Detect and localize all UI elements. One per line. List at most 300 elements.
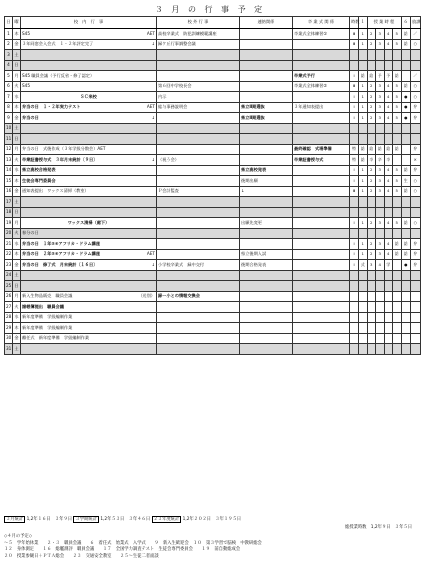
cell-period <box>384 60 393 71</box>
cell-mark <box>411 228 421 239</box>
cell-period: 給 <box>359 144 368 155</box>
cell-period <box>393 155 402 166</box>
cell-period <box>384 123 393 134</box>
header-events: 校 内 行 事 <box>21 17 157 29</box>
cell-period: 1 <box>359 113 368 124</box>
event-note: AET <box>146 251 155 257</box>
cell-period <box>367 281 376 292</box>
event-text: 弁当の日 修了式 月末統計〔１６日〕 <box>22 261 98 267</box>
cell-period: 卒 <box>367 155 376 166</box>
cell-graduation <box>293 239 350 250</box>
cell-day: 26 <box>5 291 13 302</box>
cell-period: 給 <box>367 144 376 155</box>
cell-mark <box>411 344 421 355</box>
cell-day: 21 <box>5 239 13 250</box>
event-text: 卒業証書授与式 ３年月末統計〔９日〕 <box>22 156 98 162</box>
cell-weekday: 木 <box>13 176 21 187</box>
summary-box-term: ３学期統計 <box>75 517 97 522</box>
event-text: ＳＣ来校 <box>80 93 97 99</box>
cell-event <box>21 260 157 271</box>
notes-line: １２ 身体測定 １６ 総艦測評 職員会議 １７ 全国学力調査テスト 生徒会専門委員会 １９ 前自動総成会 <box>4 547 241 553</box>
cell-period: 3 <box>376 81 385 92</box>
cell-period <box>393 197 402 208</box>
cell-period: 3 <box>376 29 385 40</box>
cell-period <box>376 134 385 145</box>
event-note: ↓ <box>151 114 155 120</box>
cell-hokago <box>401 302 411 313</box>
cell-weekday: 月 <box>13 218 21 229</box>
cell-hokago <box>401 291 411 302</box>
cell-hokago <box>401 134 411 145</box>
cell-weekday: 月 <box>13 144 21 155</box>
cell-event <box>21 291 157 302</box>
table-row <box>5 144 421 155</box>
header-period-6: ６ <box>401 17 411 29</box>
cell-school-event: Ｐ会計監査 <box>157 186 240 197</box>
cell-period: 5 <box>393 81 402 92</box>
cell-contact: 後期出願 <box>240 176 293 187</box>
cell-graduation <box>293 291 350 302</box>
header-jikan: 時数 <box>350 17 359 29</box>
summary-box-march: ３月統計 <box>6 517 24 522</box>
cell-contact <box>240 134 293 145</box>
cell-day: 29 <box>5 323 13 334</box>
cell-hokago <box>401 144 411 155</box>
cell-period <box>376 270 385 281</box>
cell-period: 3 <box>376 39 385 50</box>
cell-jikan <box>350 134 359 145</box>
cell-contact <box>240 92 293 103</box>
cell-jikan: Ⅰ <box>350 165 359 176</box>
cell-period: 1 <box>359 102 368 113</box>
cell-weekday: 土 <box>13 50 21 61</box>
cell-weekday: 火 <box>13 302 21 313</box>
cell-day: 17 <box>5 197 13 208</box>
cell-event <box>21 123 157 134</box>
cell-period <box>367 323 376 334</box>
cell-mark <box>411 134 421 145</box>
cell-mark <box>411 60 421 71</box>
cell-period <box>384 344 393 355</box>
cell-mark: 弁 <box>411 239 421 250</box>
schedule-table <box>4 16 421 355</box>
cell-school-event <box>157 197 240 208</box>
table-row <box>5 333 421 344</box>
cell-graduation <box>293 176 350 187</box>
header-school: 校 外 行 事 <box>157 17 240 29</box>
cell-period: 4 <box>384 249 393 260</box>
cell-event <box>21 165 157 176</box>
cell-hokago <box>401 333 411 344</box>
cell-hokago: ● <box>401 102 411 113</box>
cell-hokago: ● <box>401 92 411 103</box>
cell-jikan: Ⅲ <box>350 29 359 40</box>
cell-graduation <box>293 50 350 61</box>
cell-school-event <box>157 60 240 71</box>
table-row <box>5 60 421 71</box>
cell-period <box>384 312 393 323</box>
cell-period <box>359 134 368 145</box>
cell-contact <box>240 239 293 250</box>
cell-hokago <box>401 71 411 82</box>
cell-contact <box>240 333 293 344</box>
cell-graduation <box>293 323 350 334</box>
cell-graduation <box>293 113 350 124</box>
cell-school-event <box>157 123 240 134</box>
cell-period: 1 <box>359 165 368 176</box>
cell-event <box>21 102 157 113</box>
cell-event <box>21 39 157 50</box>
cell-day: 4 <box>5 60 13 71</box>
cell-jikan: Ⅲ <box>350 39 359 50</box>
event-text: S45 <box>22 83 30 89</box>
cell-jikan: Ⅰ <box>350 113 359 124</box>
cell-period: 1 <box>359 176 368 187</box>
cell-period: 給 <box>384 144 393 155</box>
cell-period: 5 <box>393 39 402 50</box>
cell-event <box>21 144 157 155</box>
cell-period <box>393 291 402 302</box>
cell-hokago: 給 <box>401 39 411 50</box>
cell-mark: 弁 <box>411 165 421 176</box>
event-text: ３年同窓会入会式 １・２年評定完了 <box>22 41 94 47</box>
table-row <box>5 302 421 313</box>
cell-period: 3 <box>376 113 385 124</box>
header-period-label: 授 業 時 程 <box>367 17 401 29</box>
cell-jikan: Ⅰ <box>350 102 359 113</box>
cell-period: 2 <box>367 81 376 92</box>
cell-period <box>376 281 385 292</box>
cell-period: 3 <box>376 92 385 103</box>
cell-period: 2 <box>367 239 376 250</box>
cell-weekday: 日 <box>13 60 21 71</box>
cell-day: 1 <box>5 29 13 40</box>
cell-school-event <box>157 218 240 229</box>
cell-hokago: 給 <box>401 186 411 197</box>
cell-period <box>359 281 368 292</box>
cell-hokago <box>401 155 411 166</box>
cell-jikan: Ⅰ <box>350 249 359 260</box>
cell-weekday: 火 <box>13 155 21 166</box>
cell-jikan <box>350 197 359 208</box>
cell-event <box>21 134 157 145</box>
table-row <box>5 186 421 197</box>
cell-contact <box>240 228 293 239</box>
cell-jikan <box>350 50 359 61</box>
cell-contact <box>240 207 293 218</box>
cell-period: 式 <box>359 260 368 271</box>
cell-period: 2 <box>367 39 376 50</box>
cell-period <box>359 302 368 313</box>
cell-period <box>376 228 385 239</box>
header-weekday: 曜 <box>13 17 21 29</box>
cell-period: 給 <box>359 71 368 82</box>
cell-day: 18 <box>5 207 13 218</box>
cell-period: 4 <box>384 218 393 229</box>
cell-graduation: 最終確認 式場準備 <box>293 144 350 155</box>
cell-contact: 県立高校発表 <box>240 165 293 176</box>
event-text: 弁当の日 １年⑤⑥アフリカ・ドラム講座 <box>22 240 101 246</box>
cell-event <box>21 218 157 229</box>
cell-day: 31 <box>5 344 13 355</box>
cell-period: 給 <box>393 144 402 155</box>
cell-school-event: 小学校卒業式 緑中交付 <box>157 260 240 271</box>
cell-hokago: 給 <box>401 218 411 229</box>
cell-graduation <box>293 228 350 239</box>
cell-event <box>21 92 157 103</box>
cell-weekday: 日 <box>13 281 21 292</box>
summary-year-text: 1,2年２０２日 ３年１９５日 <box>182 517 242 522</box>
cell-day: 5 <box>5 71 13 82</box>
cell-period <box>376 312 385 323</box>
cell-hokago <box>401 270 411 281</box>
cell-period: 1 <box>359 92 368 103</box>
cell-mark <box>411 333 421 344</box>
cell-period <box>384 134 393 145</box>
cell-event <box>21 81 157 92</box>
cell-hokago <box>401 312 411 323</box>
cell-period <box>367 312 376 323</box>
cell-period: 2 <box>367 165 376 176</box>
cell-school-event <box>157 228 240 239</box>
cell-period <box>376 291 385 302</box>
event-text: 離任式 新年度準備 学級編制作業 <box>22 335 90 341</box>
cell-period <box>367 291 376 302</box>
cell-weekday: 日 <box>13 134 21 145</box>
event-text: 新年度準備 学級編制作業 <box>22 314 73 320</box>
cell-jikan: Ⅰ <box>350 239 359 250</box>
cell-period: 3 <box>376 239 385 250</box>
cell-period: 卒 <box>384 155 393 166</box>
cell-hokago <box>401 207 411 218</box>
event-text: 弁当の日 <box>22 114 39 120</box>
cell-period: 1 <box>359 39 368 50</box>
cell-mark <box>411 123 421 134</box>
cell-hokago: 給 <box>401 239 411 250</box>
cell-school-event <box>157 165 240 176</box>
cell-school-event: 内示 <box>157 92 240 103</box>
cell-day: 20 <box>5 228 13 239</box>
cell-mark <box>411 207 421 218</box>
cell-period: 2 <box>367 92 376 103</box>
cell-school-event: 高校卒業式 防犯訓練模範講座 <box>157 29 240 40</box>
cell-event <box>21 333 157 344</box>
cell-hokago: ● <box>401 113 411 124</box>
cell-jikan <box>350 312 359 323</box>
cell-period <box>359 344 368 355</box>
cell-period: 学 <box>384 260 393 271</box>
cell-weekday: 木 <box>13 323 21 334</box>
cell-weekday: 水 <box>13 239 21 250</box>
cell-jikan: Ⅲ <box>350 186 359 197</box>
cell-hokago: 給 <box>401 165 411 176</box>
cell-day: 13 <box>5 155 13 166</box>
cell-period <box>367 207 376 218</box>
notes-line: ～５ 学年始休業 ２・３ 職員会議 ６ 着任式 始業式 入学式 ９ 新入生歓迎会 １０ 第３学習で脳検 中教研総会 <box>4 540 262 546</box>
table-row <box>5 344 421 355</box>
event-text: 春分の日 <box>22 230 39 236</box>
cell-jikan <box>350 344 359 355</box>
cell-period: 4 <box>384 102 393 113</box>
event-text: S45 職員会議（予行反省・修了認定） <box>22 72 95 78</box>
cell-graduation <box>293 207 350 218</box>
cell-mark: ○ <box>411 39 421 50</box>
header-graduation: 卒 業 式 関 係 <box>293 17 350 29</box>
cell-period: 3 <box>376 218 385 229</box>
cell-weekday: 金 <box>13 186 21 197</box>
cell-contact <box>240 302 293 313</box>
cell-jikan <box>350 60 359 71</box>
cell-graduation: 卒業式予行 <box>293 71 350 82</box>
cell-weekday: 木 <box>13 29 21 40</box>
cell-period: 5 <box>393 218 402 229</box>
cell-period <box>359 228 368 239</box>
cell-period: 2 <box>367 249 376 260</box>
cell-period: 4 <box>384 165 393 176</box>
cell-event <box>21 249 157 260</box>
cell-hokago <box>401 228 411 239</box>
event-text: S45 <box>22 30 30 36</box>
cell-graduation <box>293 39 350 50</box>
cell-day: 24 <box>5 270 13 281</box>
cell-period: 4 <box>384 92 393 103</box>
cell-graduation <box>293 333 350 344</box>
table-row <box>5 291 421 302</box>
cell-jikan <box>350 291 359 302</box>
cell-period: 5 <box>393 176 402 187</box>
cell-graduation <box>293 92 350 103</box>
cell-hokago <box>401 50 411 61</box>
cell-graduation <box>293 218 350 229</box>
cell-period: 4 <box>376 260 385 271</box>
cell-school-event <box>157 270 240 281</box>
table-row <box>5 165 421 176</box>
cell-day: 6 <box>5 81 13 92</box>
cell-period: 給 <box>376 144 385 155</box>
cell-jikan: Ⅰ <box>350 260 359 271</box>
cell-mark: ○ <box>411 218 421 229</box>
cell-day: 28 <box>5 312 13 323</box>
cell-period: 給 <box>393 249 402 260</box>
cell-day: 7 <box>5 92 13 103</box>
cell-contact: 県立後期入試 <box>240 249 293 260</box>
header-contact: 連絡関係 <box>240 17 293 29</box>
cell-mark: ○ <box>411 186 421 197</box>
cell-event <box>21 176 157 187</box>
table-row <box>5 270 421 281</box>
cell-mark: 弁 <box>411 144 421 155</box>
cell-graduation <box>293 165 350 176</box>
cell-weekday: 火 <box>13 228 21 239</box>
cell-period: 4 <box>384 239 393 250</box>
cell-period: 給 <box>393 71 402 82</box>
cell-event <box>21 155 157 166</box>
cell-mark: ／ <box>411 29 421 40</box>
cell-period: 3 <box>376 249 385 260</box>
cell-period <box>367 333 376 344</box>
cell-school-event <box>157 333 240 344</box>
cell-weekday: 水 <box>13 312 21 323</box>
cell-period <box>376 197 385 208</box>
cell-school-event: 総与事務説明会 <box>157 102 240 113</box>
header-day: 日 <box>5 17 13 29</box>
cell-period: 2 <box>367 102 376 113</box>
cell-period <box>376 123 385 134</box>
cell-period <box>393 60 402 71</box>
cell-period <box>393 302 402 313</box>
cell-weekday: 水 <box>13 165 21 176</box>
cell-period: 3 <box>376 176 385 187</box>
cell-mark: 弁 <box>411 260 421 271</box>
cell-event <box>21 312 157 323</box>
cell-period: 3 <box>367 260 376 271</box>
table-row <box>5 197 421 208</box>
cell-event <box>21 281 157 292</box>
table-row <box>5 260 421 271</box>
cell-period <box>393 50 402 61</box>
cell-period <box>376 333 385 344</box>
cell-jikan <box>350 270 359 281</box>
cell-school-event <box>157 134 240 145</box>
cell-event <box>21 207 157 218</box>
table-row <box>5 228 421 239</box>
cell-day: 2 <box>5 39 13 50</box>
cell-period <box>376 302 385 313</box>
cell-contact <box>240 60 293 71</box>
cell-contact: 後期合格発表 <box>240 260 293 271</box>
cell-mark <box>411 50 421 61</box>
cell-school-event <box>157 312 240 323</box>
cell-graduation: ３年通知表提出 <box>293 102 350 113</box>
cell-contact <box>240 144 293 155</box>
cell-jikan: 特 <box>350 144 359 155</box>
table-row <box>5 323 421 334</box>
cell-weekday: 土 <box>13 197 21 208</box>
cell-weekday: 金 <box>13 113 21 124</box>
cell-mark <box>411 312 421 323</box>
cell-period: 4 <box>384 39 393 50</box>
cell-period: 1 <box>359 218 368 229</box>
cell-day: 3 <box>5 50 13 61</box>
cell-period: 2 <box>367 186 376 197</box>
cell-weekday: 月 <box>13 71 21 82</box>
cell-school-event: 緑ケ丘行事調整会議 <box>157 39 240 50</box>
cell-period <box>367 344 376 355</box>
cell-period <box>359 50 368 61</box>
table-row <box>5 81 421 92</box>
cell-period: 5 <box>393 92 402 103</box>
summary-march-text: 1,2年１６日 ３年９日 <box>26 517 73 522</box>
event-text: 弁当の日 ２年⑤⑥アフリカ・ドラム講座 <box>22 251 101 257</box>
cell-weekday: 木 <box>13 249 21 260</box>
cell-period: 3 <box>376 102 385 113</box>
cell-period <box>376 207 385 218</box>
cell-period: 2 <box>367 113 376 124</box>
cell-day: 10 <box>5 123 13 134</box>
cell-contact <box>240 344 293 355</box>
cell-mark <box>411 302 421 313</box>
cell-school-event: 緑ー小との情報交換会 <box>157 291 240 302</box>
cell-hokago <box>401 60 411 71</box>
cell-graduation <box>293 249 350 260</box>
cell-period: 4 <box>384 176 393 187</box>
cell-day: 23 <box>5 260 13 271</box>
cell-period: 2 <box>367 29 376 40</box>
cell-period <box>384 281 393 292</box>
cell-period <box>376 60 385 71</box>
cell-period <box>376 50 385 61</box>
cell-period: 1 <box>359 186 368 197</box>
